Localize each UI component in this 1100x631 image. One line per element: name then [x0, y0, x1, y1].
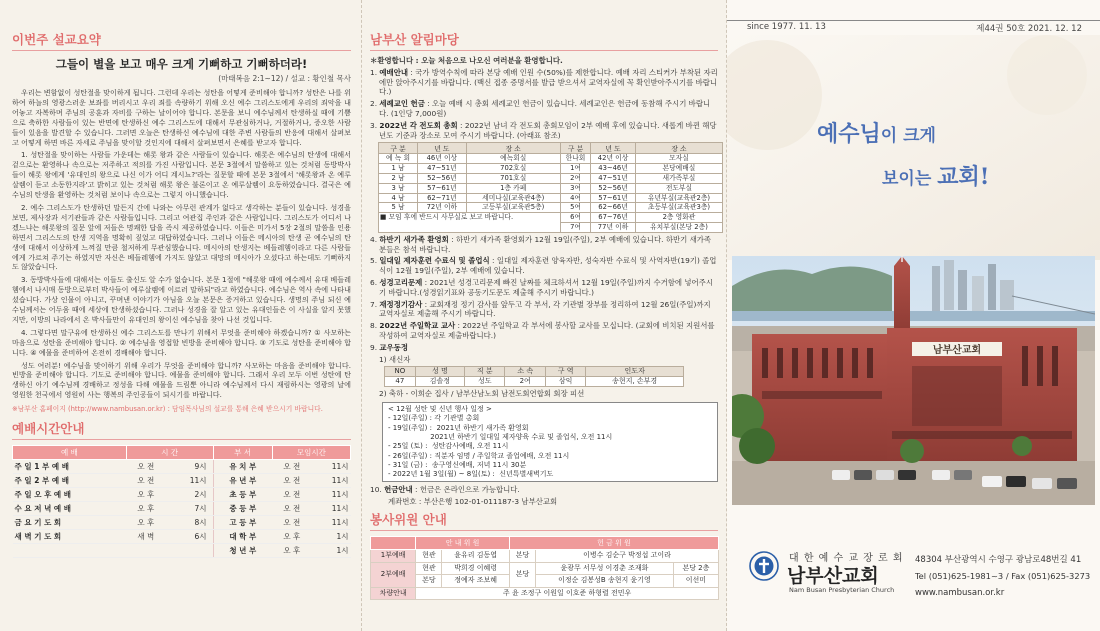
service-name: 금 요 기 도 회: [13, 516, 127, 530]
room-cell: 3 남: [379, 183, 418, 193]
room-cell: 전도부실: [635, 183, 722, 193]
church-website-link[interactable]: www.nambusan.or.kr: [915, 588, 1005, 598]
service-hour: 2시: [165, 488, 213, 502]
notice-body: : 국가 방역수칙에 따라 본당 예배 인원 수(50%)를 제한합니다. 예배 자리 스티커가 부착된 자리에만 앉아주시기를 바랍니다. (백신 접종 증명서를 발급 받으셔서 교역자실에 꼭 확인받아주시기를 바랍니다.): [379, 67, 718, 97]
volunteer-spot: 본당: [509, 550, 535, 563]
room-cell: 새가족부실: [635, 173, 722, 183]
room-cell: 67~76년: [591, 213, 636, 223]
room-cell: 47~51년: [591, 173, 636, 183]
volunteer-spot: 본당: [509, 562, 535, 587]
volunteer-row: [371, 550, 719, 563]
department-hour: 11시: [311, 488, 350, 502]
service-name: 수 요 저 녁 예 배: [13, 502, 127, 516]
cover-panel: [727, 0, 1100, 631]
room-cell: 72년 이하: [418, 203, 466, 213]
notice-title: 세례교인 헌금: [379, 99, 425, 109]
room-cell: 한나회: [560, 154, 590, 164]
worship-row: [13, 516, 351, 530]
volunteer-table: [370, 536, 719, 600]
member-cell: 2여: [505, 377, 545, 387]
service-hour: 7시: [165, 502, 213, 516]
notice-body: : 하반기 새가족 환영회가 12월 19일(주일), 2부 예배에 있습니다. 하반기 새가족분들은 참석 바랍니다.: [379, 234, 712, 254]
notice-number: 9.: [370, 342, 378, 352]
room-cell: 6여: [560, 213, 590, 223]
room-table: [378, 142, 723, 232]
department-name: 유 치 부: [213, 460, 272, 474]
news-panel: [362, 0, 727, 631]
offering-account: 계좌번호 : 부산은행 102-01-011187-3 남부산교회: [388, 497, 558, 507]
service-hour: 9시: [165, 460, 213, 474]
denomination: 대 한 예 수 교 장 로 회: [789, 553, 904, 564]
schedule-line: - 31일 (금) : 송구영신예배, 저녁 11시 30분: [388, 460, 527, 469]
schedule-line: - 12일(주일) : 각 기관별 총회: [388, 414, 480, 423]
room-col-header: 년 도: [418, 143, 466, 154]
volunteer-row: [371, 587, 719, 600]
volunteer-spot: 본당: [416, 575, 442, 588]
church-name: 남부산교회: [787, 565, 879, 587]
worship-table: [12, 445, 351, 558]
church-address: 48304 부산광역시 수영구 광남로48번길 41: [915, 555, 1082, 565]
room-cell: 유년부실(교육관2층): [635, 193, 722, 203]
volunteer-corner: [371, 537, 416, 550]
church-photo: [732, 256, 1095, 505]
member-cell: 삼익: [545, 377, 585, 387]
worship-col-header: 시 간: [126, 446, 213, 460]
slogan-line2: [882, 160, 989, 191]
room-row: [379, 193, 723, 203]
room-cell: 1층 카페: [466, 183, 560, 193]
department-hour: 1시: [311, 544, 350, 558]
worship-row: [13, 474, 351, 488]
room-cell: 4여: [560, 193, 590, 203]
notice-number: 6.: [370, 277, 378, 287]
room-cell: 701호실: [466, 173, 560, 183]
news-sub1: 1) 새신자: [379, 354, 411, 364]
notice-title: 예배안내: [379, 67, 408, 77]
room-row: [379, 154, 723, 164]
service-name: 주 일 오 후 예 배: [13, 488, 127, 502]
worship-col-header: 모임시간: [272, 446, 350, 460]
offering-item: [370, 485, 718, 495]
slogan-word-church: 교회!: [937, 164, 990, 190]
notice-item: [370, 121, 718, 141]
notice-item: [370, 256, 718, 276]
room-cell: 유치부실(본당 2층): [635, 222, 722, 232]
room-col-header: 구 분: [379, 143, 418, 154]
department-hour: 1시: [311, 530, 350, 544]
department-hour: 11시: [311, 516, 350, 530]
room-cell: 모자실: [635, 154, 722, 164]
worship-row: [13, 530, 351, 544]
department-period: 오 전: [272, 516, 311, 530]
sermon-title: 그들이 별을 보고 매우 크게 기뻐하고 기뻐하더라!: [55, 57, 308, 71]
offering-body: : 헌금은 온라인으로 가능합니다.: [412, 485, 520, 495]
cover-footer: [727, 545, 1100, 631]
room-row: [379, 183, 723, 193]
new-member-table: [384, 366, 684, 387]
service-period: 오 후: [126, 516, 165, 530]
sermon-paragraph: 4. 그렇다면 말구유에 탄생하신 예수 그리스도를 만나기 위해서 무엇을 준비해야 하겠습니까? ① 사모하는 마음으로 성탄을 준비해야 합니다. ② 예수님을 영접할 빈방을 준비해야 합니다. ③ 기도로 성탄을 준비해야 합니다. ④ 예물을 준비하여 온전히 경배해야 합니다.: [12, 327, 351, 357]
notice-body: : 2021년 성경고리문제 빠진 날짜를 체크하셔서 12월 19일(주일)까지 수거함에 넣어주시기 바랍니다.(성경읽기표와 공동기도문도 제출해 주시기 바랍니다.): [379, 277, 713, 297]
volunteer-service: 2부예배: [371, 562, 416, 587]
service-hour: 11시: [165, 474, 213, 488]
volunteer-names: 윤광무 서무성 이경춘 조재화: [536, 562, 674, 575]
volunteer-names: 박희경 이혜령: [442, 562, 509, 575]
notice-number: 2.: [370, 99, 378, 109]
slogan-line1: [817, 117, 936, 148]
room-cell: 고등부실(교육관5층): [466, 203, 560, 213]
department-name: 초 등 부: [213, 488, 272, 502]
sermon-panel: [0, 0, 362, 631]
room-cell: 5 남: [379, 203, 418, 213]
notice-title: 2022년 각 전도회 총회: [379, 120, 458, 130]
room-cell: 57~61년: [591, 193, 636, 203]
room-cell: 702호실: [466, 164, 560, 174]
slogan-pre2: 보이는: [882, 169, 938, 189]
worship-heading: 예배시간안내: [12, 419, 351, 440]
volunteer-spot: 본당 2층: [673, 562, 718, 575]
service-hour: 8시: [165, 516, 213, 530]
worship-row: [13, 544, 351, 558]
room-row: [379, 213, 723, 223]
volunteer-spot: 현관: [416, 550, 442, 563]
room-cell: 본당예배실: [635, 164, 722, 174]
notice-number: 4.: [370, 234, 378, 244]
worship-row: [13, 502, 351, 516]
volunteer-row: [371, 575, 719, 588]
member-col-header: 성 명: [415, 367, 464, 377]
room-row: [379, 173, 723, 183]
volunteer-names: 주 윤 조정구 이원일 이호준 하형렬 전민우: [416, 587, 719, 600]
sermon-body: [12, 88, 351, 400]
sermon-paragraph: 우리는 변함없이 성탄절을 맞이하게 됩니다. 그런데 우리는 성탄을 어떻게 준비해야 합니까? 성탄은 나를 위하여 하늘의 영광스러운 보좌를 버리시고 우리 죄를 속량하기 위해 오신 예수 그리스도에게 우리의 죄악을 내어놓고 자복하며 주님의 공훈과 자비를 구하는 날이어야 합니다. 본문을 보니 예수님께서 탄생하실 때에 기쁨으로 축하한 사람들이 있는 반면에 탄생하신 예수 그리스도에 대해서 무관심하거나, 거절하거나, 증오한 사람들이 있음을 발견할 수 있습니다. 그러면 오늘은 탄생하신 예수님에 대한 주변 사람들의 반응에 대해서 살펴보고 어떻게 하면 바른 자세로 주님을 맞이할 것인지에 대해서 살펴보면서 은혜를 받고자 합니다.: [12, 88, 351, 147]
service-hour: 6시: [165, 530, 213, 544]
volunteer-heading: 봉사위원 안내: [370, 510, 718, 531]
worship-row: [13, 460, 351, 474]
room-cell: 예녹회실: [466, 154, 560, 164]
notice-item: [370, 68, 718, 97]
member-cell: 성도: [465, 377, 505, 387]
notice-number: 8.: [370, 321, 378, 331]
room-cell: 52~56년: [591, 183, 636, 193]
worship-col-header: 예 배: [13, 446, 127, 460]
member-cell: 송현지, 손부경: [586, 377, 684, 387]
cover-issue: 제44권 50호 2021. 12. 12: [976, 24, 1082, 34]
department-period: 오 후: [272, 544, 311, 558]
notice-title: 일대일 제자훈련 수료식 및 졸업식: [379, 256, 490, 266]
notice-item: [370, 278, 718, 298]
room-cell: 3여: [560, 183, 590, 193]
sermon-reference: (마태복음 2:1~12) / 설교 : 황인철 목사: [218, 74, 351, 83]
offering-title: 헌금안내: [384, 485, 413, 495]
news-sub2: 2) 축하 - 이희순 집사 / 남부산남노회 남전도회연합회 회장 피선: [379, 389, 585, 399]
notice-item: [370, 321, 718, 341]
department-period: 오 후: [272, 530, 311, 544]
church-english-name: Nam Busan Presbyterian Church: [789, 586, 895, 594]
room-col-header: 구 분: [560, 143, 590, 154]
room-cell: 43~46년: [591, 164, 636, 174]
room-cell: 세미나실(교육관4층): [466, 193, 560, 203]
department-hour: 11시: [311, 474, 350, 488]
notice-number: 5.: [370, 256, 378, 266]
volunteer-service: 1부예배: [371, 550, 416, 563]
room-cell: 57~61년: [418, 183, 466, 193]
service-period: 새 벽: [126, 530, 165, 544]
volunteer-names: 이정순 김봉성B 송현지 윤기영: [536, 575, 674, 588]
schedule-line: - 25일 (토) : 성탄감사예배, 오전 11시: [388, 442, 509, 451]
service-period: 오 전: [126, 474, 165, 488]
room-row: [379, 203, 723, 213]
notice-title: 재정정기감사: [379, 299, 423, 309]
room-cell: 62~71년: [418, 193, 466, 203]
department-period: 오 전: [272, 474, 311, 488]
notice-title: 2022년 주일학교 교사: [379, 321, 456, 331]
room-cell: 62~66년: [591, 203, 636, 213]
offering-no: 10.: [370, 485, 382, 495]
volunteer-names: 이선미: [673, 575, 718, 588]
room-note: ■ 모임 후에 반드시 사무실로 보고 바랍니다.: [379, 213, 561, 233]
service-period: 오 후: [126, 502, 165, 516]
room-cell: 7여: [560, 222, 590, 232]
schedule-line: - 2022년 1월 3일(월) ~ 8일(토) : 신년특별새벽기도: [388, 470, 554, 479]
schedule-line: - 19일(주일) : 2021년 하반기 새가족 환영회: [388, 423, 529, 432]
room-cell: 77년 이하: [591, 222, 636, 232]
room-cell: 초등부실(교육관3층): [635, 203, 722, 213]
sermon-paragraph: 성도 여러분! 예수님을 맞이하기 위해 우리가 무엇을 준비해야 합니까? 사모하는 마음을 준비해야 합니다. 빈방을 준비해야 합니다. 기도로 준비해야 합니다. 예물을 준비해야 합니다. 그래서 우리 모두 이번 성탄에 탄생하신 아기 예수님께 경배하고 정성을 다해 예물을 드림뿐 아니라 예수님께서 다시 재림하시는 영광의 날에 영원한 천국에서 영원히 사는 행복의 주인공들이 되시기를 바랍니다.: [12, 360, 351, 400]
member-cell: 김솔정: [415, 377, 464, 387]
room-col-header: 년 도: [591, 143, 636, 154]
schedule-line: 2021년 하반기 일대일 제자양육 수료 및 졸업식, 오전 11시: [388, 433, 613, 441]
member-col-header: 인도자: [586, 367, 684, 377]
volunteer-row: [371, 562, 719, 575]
notice-title: 성경고리문제: [379, 277, 423, 287]
room-col-header: 장 소: [466, 143, 560, 154]
volunteer-names: 이병수 김순구 박정섭 고이라: [536, 550, 719, 563]
notice-body: : 일대일 제자훈련 양육자반, 성숙자반 수료식 및 사역자반(19기) 졸업식이 12월 19일(주일), 2부 예배에 있습니다.: [379, 256, 717, 276]
slogan-rest1: 이 크게: [880, 126, 936, 146]
church-logo-icon: [749, 551, 779, 581]
sermon-paragraph: 1. 성탄절을 맞이하는 사람들 가운데는 해롯 왕과 같은 사람들이 있습니다. 해롯은 예수님의 탄생에 대해서 겉으로는 환영하나 속으로는 저주하고 적의를 가진 사람입니다. 본문 3절에서 말씀하고 있는 것처럼 동방박사들이 해롯 왕에게 '유대인의 왕으로 나신 이가 어디 계시뇨?'라는 질문할 때에 본문 3절에서 '해롯왕과 온 예루살렘이 듣고 소동한지라'고 밝히고 있는 것처럼 해롯 왕은 불론이고 온 예루살렘이 요동하였습니다. 결국은 예수님의 탄생을 환영하는 것처럼 보이나 속으로는 그렇지 아니했습니다.: [12, 150, 351, 200]
volunteer-service: 차량안내: [371, 587, 416, 600]
homepage-note: ※남부산 홈페이지 (http://www.nambusan.or.kr) : 담임목사님의 설교를 통해 은혜 받으시기 바랍니다.: [12, 405, 323, 414]
notice-number: 3.: [370, 120, 378, 130]
volunteer-names: 윤유리 김동엽: [442, 550, 509, 563]
sermon-paragraph: 3. 동방박사들에 대해서는 이들도 출신도 알 수가 없습니다. 본문 1절에 "해롯왕 때에 예수께서 유대 베들레헴에서 나시매 동방으로부터 박사들이 예루살렘에 이르러 말하되"라고 하였습니다. 예수님은 역사 속에 나타내셨습니다. 가상 인물이 아니고, 꾸며낸 이야기가 아님을 오늘 본문은 증거하고 있습니다. 생명의 주님 되신 예수님께서는 어두움 때에 세상에 탄생하셨습니다. 그러나 성경을 잘 알고 있는 유대인들은 이 사실을 알지 못했지만, 이방의 나라에서 온 박사들만이 유대인의 왕이신 예수님을 찾아 나선 것입니다.: [12, 275, 351, 324]
room-cell: 1 남: [379, 164, 418, 174]
schedule-line: - 26일(주일) : 직분자 임명 / 주일학교 졸업예배, 오전 11시: [388, 451, 570, 460]
department-hour: 11시: [311, 502, 350, 516]
photo-sign-text: 남부산교회: [932, 345, 982, 356]
notice-title: 하반기 새가족 환영회: [379, 234, 449, 244]
notice-item: [370, 343, 718, 353]
room-cell: 42년 이상: [591, 154, 636, 164]
sermon-heading: 이번주 설교요약: [12, 30, 351, 51]
room-cell: 4 남: [379, 193, 418, 203]
department-name: 청 년 부: [213, 544, 272, 558]
room-row: [379, 164, 723, 174]
department-hour: 11시: [311, 460, 350, 474]
volunteer-names: 정예자 조보혜: [442, 575, 509, 588]
room-cell: 46년 이상: [418, 154, 466, 164]
member-col-header: 구 역: [545, 367, 585, 377]
department-name: 중 등 부: [213, 502, 272, 516]
room-cell: 1여: [560, 164, 590, 174]
service-name: 새 벽 기 도 회: [13, 530, 127, 544]
notice-item: [370, 235, 718, 255]
member-col-header: 직 분: [465, 367, 505, 377]
service-name: 주 일 1 부 예 배: [13, 460, 127, 474]
empty-cell: [13, 544, 214, 558]
service-period: 오 후: [126, 488, 165, 502]
worship-row: [13, 488, 351, 502]
notice-number: 1.: [370, 67, 378, 77]
department-period: 오 전: [272, 460, 311, 474]
room-cell: 52~56년: [418, 173, 466, 183]
room-cell: 2 남: [379, 173, 418, 183]
volunteer-col-usher: 안 내 위 원: [416, 537, 510, 550]
service-name: 주 일 2 부 예 배: [13, 474, 127, 488]
room-cell: 2층 영화관: [635, 213, 722, 223]
news-heading: 남부산 알림마당: [370, 30, 718, 51]
department-period: 오 전: [272, 488, 311, 502]
notice-item: [370, 300, 718, 320]
slogan-word-jesus: 예수님: [817, 121, 881, 147]
member-col-header: NO: [385, 367, 416, 377]
schedule-box: [382, 402, 718, 482]
room-cell: 예 녹 회: [379, 154, 418, 164]
department-period: 오 전: [272, 502, 311, 516]
room-cell: 2여: [560, 173, 590, 183]
volunteer-col-offering: 헌 금 위 원: [509, 537, 718, 550]
member-cell: 47: [385, 377, 416, 387]
sermon-paragraph: 2. 예수 그리스도가 탄생하던 말든지 간에 나와는 아무런 관계가 없다고 생각하는 분들이 있습니다. 성경을 보면, 제사장과 서기관들과 같은 사람들입니다. 그리고 여관집 주인과 같은 사람입니다. 그리스도가 어디서 나겠느냐는 해롯왕의 질문 앞에 저들은 명쾌한 답을 즉시 제공하였습니다. 이들은 미가서 5장 2절의 말씀을 인용하면서 그리스도의 탄생 지역을 명확히 짚었고 대답하였습니다. 그러나 이들은 메시아의 탄생 곧 예수님의 탄생에 대해서 이상하게 느껴질 만큼 철저하게 무관심했습니다. 메시아의 탄생지는 베들레헴이라고 다른 사람들에게 가르쳐 주기는 하였지만 자신은 베들레헴에 가지도 않았고 대망의 메시아가 오셨다고 하는데도 기뻐하지도 않았습니다.: [12, 202, 351, 272]
member-col-header: 소 속: [505, 367, 545, 377]
schedule-title: < 12월 성탄 및 신년 행사 일정 >: [388, 405, 492, 414]
department-name: 고 등 부: [213, 516, 272, 530]
cover-top-rule: [727, 20, 1100, 21]
notice-body: : 2022년 주일학교 각 부서에 봉사할 교사를 모십니다. (교회에 비치된 지원서를 작성하여 교역자실로 제출바랍니다.): [379, 321, 715, 340]
room-cell: 5여: [560, 203, 590, 213]
notice-body: : 교회재정 정기 감사를 앞두고 각 부서, 각 기관별 장부를 정리하여 12월 26일(주일)까지 교역자실로 제출해 주시기 바랍니다.: [379, 299, 711, 319]
notice-body: : 오늘 예배 시 총회 세례교인 헌금이 있습니다. 세례교인은 헌금에 동참해 주시기 바랍니다. (1인당 7,000원): [379, 99, 711, 118]
notice-item: [370, 99, 718, 119]
volunteer-spot: 현관: [416, 562, 442, 575]
cover-since: since 1977. 11. 13: [747, 22, 826, 32]
welcome-line: ＊환영합니다 : 오늘 처음으로 나오신 여러분을 환영합니다.: [370, 56, 563, 65]
room-col-header: 장 소: [635, 143, 722, 154]
church-phone: Tel (051)625-1981~3 / Fax (051)625-3273: [915, 571, 1091, 581]
service-period: 오 전: [126, 460, 165, 474]
department-name: 유 년 부: [213, 474, 272, 488]
notice-number: 7.: [370, 299, 378, 309]
worship-col-header: 부 서: [213, 446, 272, 460]
notice-title: 교우동정: [379, 342, 408, 352]
notice-body: : 2022년 남녀 각 전도회 총회모임이 2부 예배 후에 있습니다. 새롭게 바뀐 해당 년도 기준과 장소로 모여 주시기 바랍니다. (아래표 참조): [379, 120, 717, 140]
department-name: 대 학 부: [213, 530, 272, 544]
room-cell: 47~51년: [418, 164, 466, 174]
